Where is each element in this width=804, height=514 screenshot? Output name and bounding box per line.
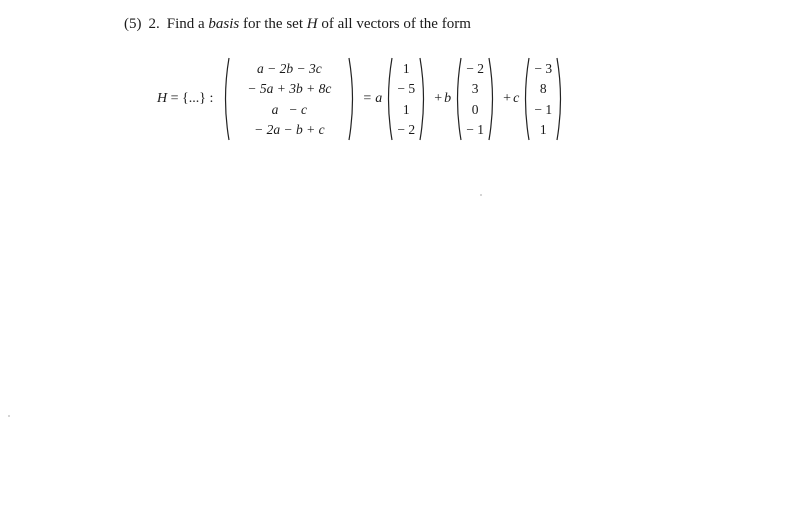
coefficient-b: b (444, 91, 452, 106)
general-entry-1: a − 2b − 3c (257, 60, 322, 76)
vector-a-entries (394, 58, 418, 140)
vector-a-entry-4: − 2 (397, 122, 416, 137)
vector-b-entry-4: − 1 (466, 122, 485, 137)
coefficient-c: c (513, 91, 520, 106)
problem-number: 2. (148, 16, 160, 32)
vector-c-entry-2: 8 (539, 81, 547, 96)
general-vector-entries (231, 58, 347, 140)
vector-b-entries (463, 58, 487, 140)
vector-c (521, 54, 565, 144)
vector-a-entry-3: 1 (402, 101, 410, 117)
set-definition (157, 91, 213, 107)
problem-points: (5) (124, 16, 142, 32)
problem-text-middle: for the set (243, 16, 303, 32)
right-paren (487, 56, 497, 142)
vector-c-entry-1: − 3 (534, 60, 553, 76)
right-paren (347, 56, 357, 142)
vector-a-entry-1: 1 (402, 60, 410, 76)
vector-c-entry-3: − 1 (534, 101, 553, 117)
general-entry-3: a − c (271, 101, 308, 117)
plus-sign: + (503, 91, 512, 106)
general-entry-4: − 2a − b + c (254, 122, 325, 137)
vector-c-entries (531, 58, 555, 140)
problem-text-before: Find a (166, 16, 205, 32)
plus-sign: + (434, 91, 443, 106)
left-paren (521, 56, 531, 142)
problem-text-after: of all vectors of the form (321, 16, 471, 32)
left-paren (221, 56, 231, 142)
vector-c-entry-4: 1 (539, 122, 547, 137)
vector-a (384, 54, 428, 144)
set-symbol: H (157, 91, 168, 106)
vector-b-entry-3: 0 (471, 101, 479, 117)
vector-b-entry-1: − 2 (466, 60, 485, 76)
scan-speck (480, 194, 482, 196)
general-vector (221, 54, 357, 144)
right-paren (418, 56, 428, 142)
set-braces: = {...} : (167, 91, 214, 106)
general-entry-2: − 5a + 3b + 8c (247, 81, 332, 96)
problem-statement (124, 16, 471, 33)
problem-set-name: H (306, 16, 318, 32)
coefficient-a: a (375, 91, 383, 106)
equals-sign: = (363, 91, 372, 106)
problem-emphasis: basis (208, 16, 240, 32)
right-paren (555, 56, 565, 142)
vector-b-entry-2: 3 (471, 81, 479, 96)
scan-speck (8, 415, 10, 417)
left-paren (384, 56, 394, 142)
left-paren (453, 56, 463, 142)
vector-a-entry-2: − 5 (397, 81, 416, 96)
vector-equation (157, 54, 565, 144)
vector-b (453, 54, 497, 144)
